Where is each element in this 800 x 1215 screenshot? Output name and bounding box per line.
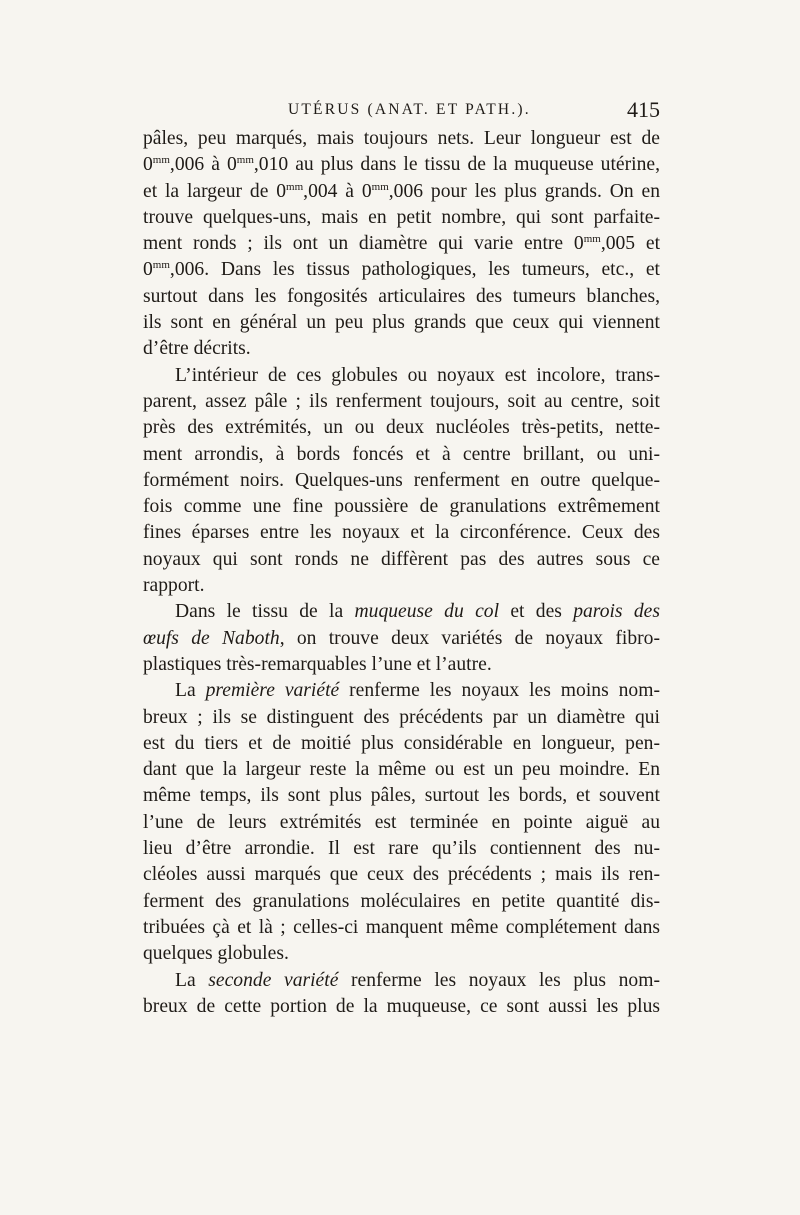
text-line (143, 494, 660, 520)
text-run: même temps, ils sont plus pâles, surtout les bords, et souvent (143, 785, 660, 807)
text-line (143, 415, 660, 441)
text-line (143, 652, 660, 678)
text-run: La (175, 969, 209, 991)
text-run: l’une de leurs extrémités est terminée en pointe aiguë au (143, 811, 660, 833)
text-line (143, 205, 660, 231)
text-line (143, 231, 660, 257)
text-line (143, 968, 660, 994)
text-run: renferme les noyaux les moins nom- (339, 680, 660, 702)
text-line (143, 705, 660, 731)
text-run: près des extrémités, un ou deux nucléoles très-petits, nette- (143, 417, 660, 439)
text-run: ,006 à 0 (169, 154, 237, 176)
text-line (143, 442, 660, 468)
text-line (143, 915, 660, 941)
text-line (143, 152, 660, 178)
text-run: ,005 et (600, 233, 661, 255)
text-run: rapport. (143, 575, 205, 597)
text-run: est du tiers et de moitié plus considérable en longueur, pen- (143, 732, 660, 754)
text-line (143, 547, 660, 573)
unit-superscript: mm (152, 154, 170, 167)
text-run: breux de cette portion de la muqueuse, ce sont aussi les plus (143, 995, 660, 1017)
text-line (143, 284, 660, 310)
text-run: dant que la largeur reste la même ou est un peu moindre. En (143, 759, 660, 781)
text-run: cléoles aussi marqués que ceux des précédents ; mais ils ren- (143, 864, 660, 886)
text-run: ferment des granulations moléculaires en petite quantité dis- (143, 890, 660, 912)
text-run: L’intérieur de ces globules ou noyaux est incolore, trans- (175, 364, 660, 386)
italic-term: première variété (205, 680, 340, 702)
text-line (143, 257, 660, 283)
text-line (143, 336, 660, 362)
text-line (143, 862, 660, 888)
text-run: fines éparses entre les noyaux et la circonférence. Ceux des (143, 522, 660, 544)
text-line (143, 126, 660, 152)
text-run: quelques globules. (143, 943, 289, 965)
body-text (143, 126, 660, 1020)
text-line (143, 889, 660, 915)
text-line (143, 783, 660, 809)
text-run: parent, assez pâle ; ils renferment toujours, soit au centre, soit (143, 390, 660, 412)
text-line (143, 678, 660, 704)
text-run: noyaux qui sont ronds ne diffèrent pas des autres sous ce (143, 548, 660, 570)
running-title: UTÉRUS (ANAT. ET PATH.). (288, 101, 531, 118)
italic-term: œufs de Naboth (143, 627, 280, 649)
text-run: breux ; ils se distinguent des précédents par un diamètre qui (143, 706, 660, 728)
text-run: pâles, peu marqués, mais toujours nets. Leur longueur est de (143, 128, 660, 149)
text-line (143, 363, 660, 389)
text-run: 0 (143, 259, 153, 281)
text-run: renferme les noyaux les plus nom- (338, 969, 660, 991)
text-line (143, 520, 660, 546)
text-line (143, 599, 660, 625)
text-run: lieu d’être arrondie. Il est rare qu’ils contiennent des nu- (143, 838, 660, 860)
text-line (143, 731, 660, 757)
text-line (143, 941, 660, 967)
italic-term: seconde variété (208, 969, 339, 991)
unit-superscript: mm (286, 180, 304, 193)
text-run: formément noirs. Quelques-uns renferment en outre quelque- (143, 469, 660, 491)
text-run: plastiques très-remarquables l’une et l’autre. (143, 653, 492, 675)
text-line (143, 310, 660, 336)
text-run: trouve quelques-uns, mais en petit nombre, qui sont parfaite- (143, 206, 660, 228)
text-run: fois comme une fine poussière de granulations extrêmement (143, 496, 660, 518)
text-run: Dans le tissu de la (175, 601, 355, 623)
text-run: ,004 à 0 (303, 180, 372, 202)
text-run: ,010 au plus dans le tissu de la muqueuse utérine, (253, 154, 660, 176)
text-run: surtout dans les fongosités articulaires des tumeurs blanches, (143, 285, 660, 307)
unit-superscript: mm (371, 180, 389, 193)
italic-term: parois des (573, 601, 660, 623)
text-line (143, 179, 660, 205)
text-run: ment arrondis, à bords foncés et à centre brillant, ou uni- (143, 443, 660, 465)
text-line (143, 573, 660, 599)
text-run: 0 (143, 154, 153, 176)
text-line (143, 810, 660, 836)
running-head (143, 97, 660, 125)
text-run: d’être décrits. (143, 338, 251, 360)
text-line (143, 468, 660, 494)
text-run: ,006. Dans les tissus pathologiques, les tumeurs, etc., et (169, 259, 660, 281)
text-run: ils sont en général un peu plus grands que ceux qui viennent (143, 312, 660, 334)
italic-term: muqueuse du col (354, 601, 500, 623)
text-line (143, 994, 660, 1020)
text-run: et la largeur de 0 (143, 180, 287, 202)
page-number: 415 (627, 97, 660, 122)
text-run: et des (499, 601, 574, 623)
unit-superscript: mm (236, 154, 254, 167)
unit-superscript: mm (152, 259, 170, 272)
text-run: ,006 pour les plus grands. On en (388, 180, 660, 202)
text-run: ment ronds ; ils ont un diamètre qui varie entre 0 (143, 233, 584, 255)
text-line (143, 626, 660, 652)
text-line (143, 389, 660, 415)
unit-superscript: mm (583, 233, 601, 246)
text-run: tribuées çà et là ; celles-ci manquent même complétement dans (143, 916, 660, 938)
text-run: , on trouve deux variétés de noyaux fibro- (279, 627, 660, 649)
text-run: La (175, 680, 206, 702)
text-line (143, 836, 660, 862)
text-line (143, 757, 660, 783)
